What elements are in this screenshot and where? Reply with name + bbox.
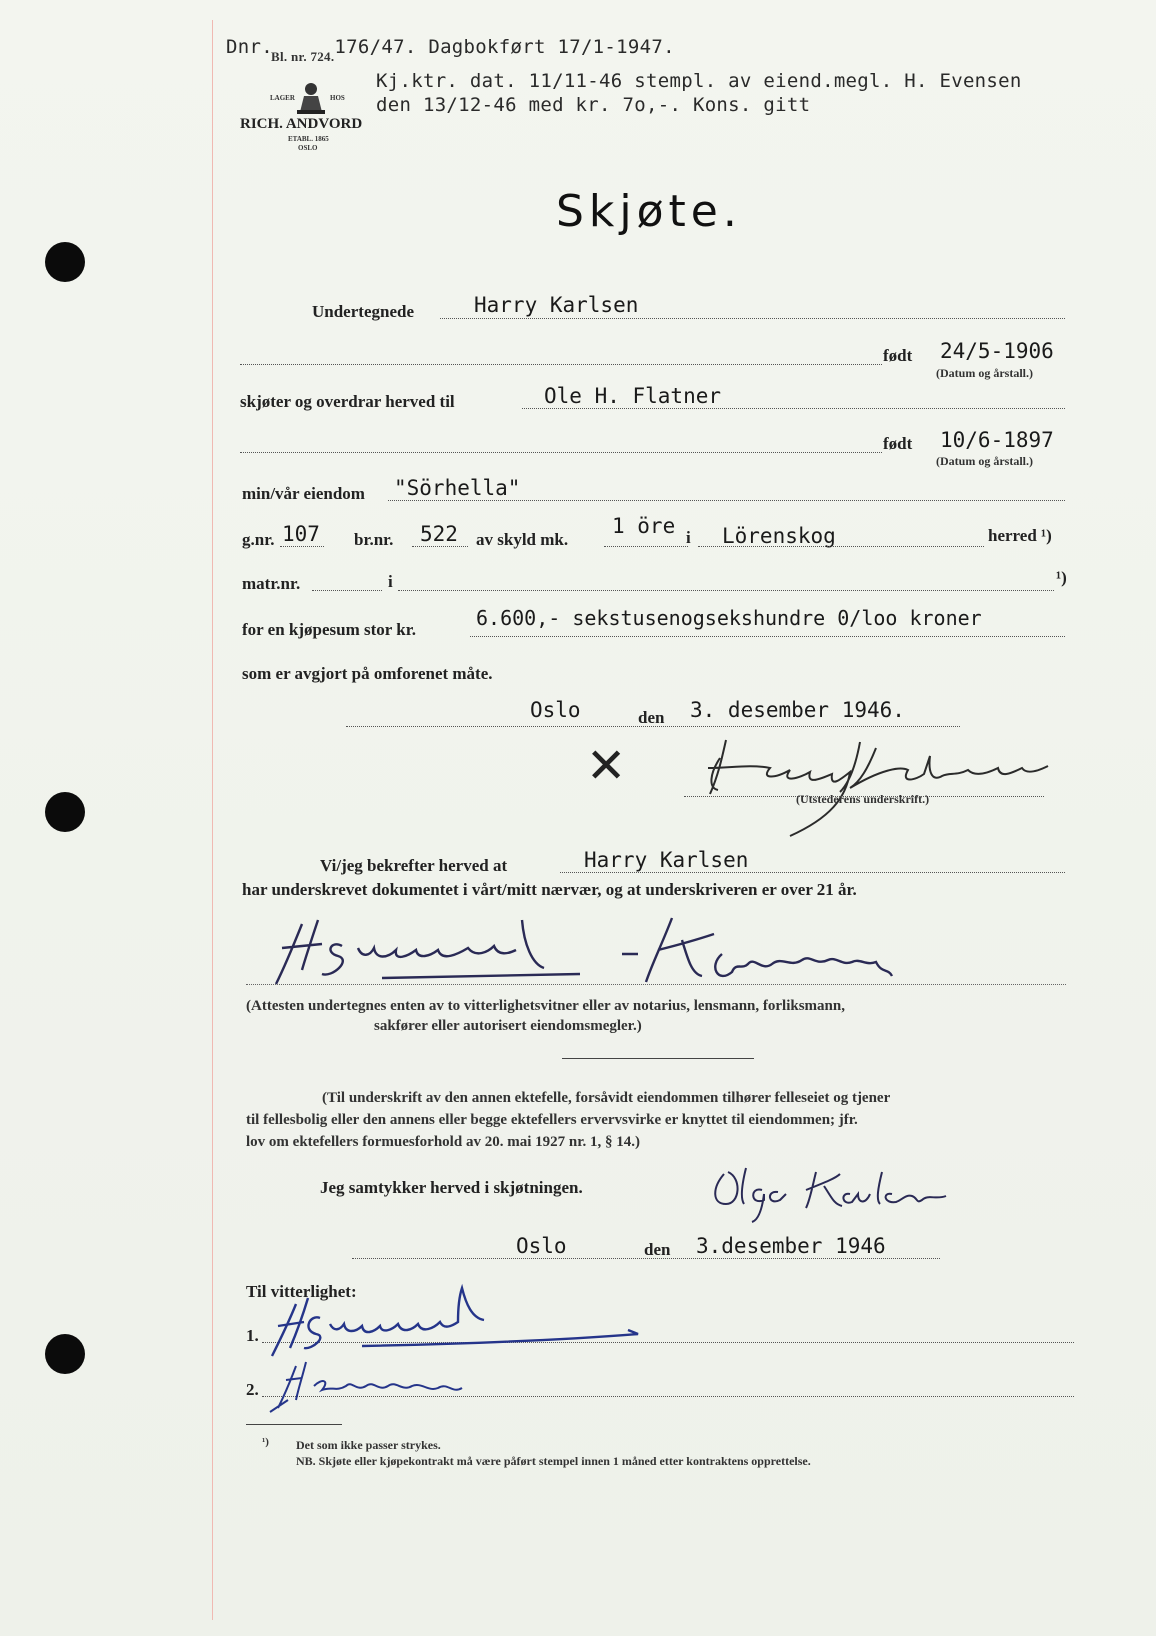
spouse-place: Oslo [516, 1234, 567, 1258]
i-label: i [686, 528, 691, 547]
consent-text: Jeg samtykker herved i skjøtningen. [320, 1178, 583, 1197]
spouse-para-1: (Til underskrift av den annen ektefelle, forsåvidt eiendommen tilhører felleseiet og tjener [322, 1090, 891, 1106]
attest-witness-signatures [262, 904, 922, 1004]
punch-hole [45, 242, 85, 282]
dotted-line [346, 726, 960, 727]
publisher-logo [238, 72, 378, 152]
skyld-label: av skyld mk. [476, 530, 569, 549]
header-dnr [226, 36, 675, 64]
witness-label: Til vitterlighet: [246, 1282, 357, 1301]
skjoter-label: skjøter og overdrar herved til [240, 392, 455, 411]
matr-label: matr.nr. [242, 574, 301, 593]
seller-born-label: født [883, 346, 913, 365]
seller-born-date: 24/5-1906 [940, 339, 1054, 363]
sign-date: 3. desember 1946. [690, 698, 905, 722]
sign-place: Oslo [530, 698, 581, 722]
dotted-line [470, 636, 1065, 637]
dnr-label: Dnr. [226, 36, 273, 58]
gnr-label: g.nr. [242, 530, 275, 549]
logo-top-right: HOS [330, 94, 345, 102]
attest-statement: har underskrevet dokumentet i vårt/mitt nærvær, og at underskriveren er over 21 år. [242, 880, 857, 899]
logo-city: OSLO [298, 144, 318, 152]
buyer-born-label: født [883, 434, 913, 453]
logo-etabl: ETABL. 1865 [288, 135, 329, 143]
divider [562, 1058, 754, 1059]
spouse-para-2: til fellesbolig eller den annens eller begge ektefellers ervervsvirke er knyttet til eiendommen; jfr. [246, 1112, 858, 1128]
dotted-line [388, 500, 1065, 501]
datum-hint: (Datum og årstall.) [936, 366, 1033, 380]
dotted-line [240, 452, 882, 453]
margin-line [212, 20, 213, 1620]
spouse-date: 3.desember 1946 [696, 1234, 886, 1258]
buyer-name: Ole H. Flatner [544, 384, 722, 408]
header-line-2: Kj.ktr. dat. 11/11-46 stempl. av eiend.megl. H. Evensen [376, 70, 1022, 92]
property-name: "Sörhella" [394, 476, 521, 500]
logo-emblem-icon [294, 78, 328, 116]
brnr-value: 522 [420, 522, 458, 546]
footnote-nb: NB. Skjøte eller kjøpekontrakt må være påført stempel innen 1 måned etter kontraktens opprettelse. [296, 1454, 811, 1468]
utsteder-label: (Utstederens underskrift.) [796, 792, 930, 806]
dnr-value: 176/47. Dagbokført 17/1-1947. [334, 36, 675, 58]
dotted-line [560, 872, 1065, 873]
price-label: for en kjøpesum stor kr. [242, 620, 416, 639]
skyld-value: 1 öre [612, 514, 676, 538]
eiendom-label: min/vår eiendom [242, 484, 365, 503]
attest-note-2: sakfører eller autorisert eiendomsmegler.) [374, 1018, 642, 1034]
spouse-signature [706, 1164, 976, 1224]
header-line-3: den 13/12-46 med kr. 7o,-. Kons. gitt [376, 94, 811, 116]
bl-nr-label: Bl. nr. 724. [270, 49, 335, 64]
attest-note-1: (Attesten undertegnes enten av to vitterlighetsvitner eller av notarius, lensmann, forliksmann, [246, 998, 845, 1014]
matr-note: ¹) [1056, 568, 1067, 587]
spouse-para-3: lov om ektefellers formuesforhold av 20. mai 1927 nr. 1, § 14.) [246, 1134, 640, 1150]
dotted-line [522, 408, 1065, 409]
dotted-line [440, 318, 1065, 319]
witness-signatures [262, 1274, 652, 1414]
cross-mark-icon: ✕ [586, 738, 627, 794]
punch-hole [45, 1334, 85, 1374]
dotted-line [604, 546, 688, 547]
document-title: Skjøte. [556, 186, 742, 237]
attest-name: Harry Karlsen [584, 848, 749, 872]
footnote-1: Det som ikke passer strykes. [296, 1438, 441, 1452]
witness-1-number: 1. [246, 1326, 259, 1345]
brnr-label: br.nr. [354, 530, 394, 549]
gnr-value: 107 [282, 522, 320, 546]
dotted-line [312, 590, 382, 591]
dotted-line [698, 546, 984, 547]
footnote-mark: ¹) [262, 1436, 269, 1448]
herred-value: Lörenskog [722, 524, 836, 548]
dotted-line [240, 364, 882, 365]
den-label: den [638, 708, 665, 727]
attest-label: Vi/jeg bekrefter herved at [320, 856, 508, 875]
matr-i-label: i [388, 572, 393, 591]
buyer-born-date: 10/6-1897 [940, 428, 1054, 452]
dotted-line [412, 546, 468, 547]
price-value: 6.600,- sekstusenogsekshundre 0/loo kroner [476, 606, 982, 630]
logo-name: RICH. ANDVORD [240, 116, 363, 132]
dotted-line [352, 1258, 940, 1259]
dotted-line [280, 546, 324, 547]
witness-2-number: 2. [246, 1380, 259, 1399]
spouse-den-label: den [644, 1240, 671, 1259]
logo-top-left: LAGER [270, 94, 295, 102]
dotted-line [398, 590, 1054, 591]
punch-hole [45, 792, 85, 832]
avgjort-text: som er avgjort på omforenet måte. [242, 664, 493, 683]
herred-label: herred ¹) [988, 526, 1052, 545]
undertegnede-label: Undertegnede [312, 302, 414, 321]
seller-name: Harry Karlsen [474, 293, 639, 317]
datum-hint: (Datum og årstall.) [936, 454, 1033, 468]
footnote-divider [246, 1424, 342, 1425]
dotted-line [246, 984, 1066, 985]
seller-signature [680, 728, 1060, 840]
